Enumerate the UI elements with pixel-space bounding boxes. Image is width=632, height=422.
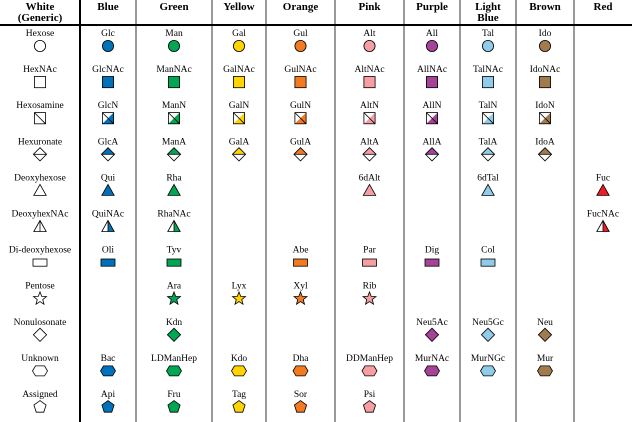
- monosaccharide-glca: [98, 137, 119, 161]
- monosaccharide-label: Kdo: [230, 353, 248, 364]
- purple-divided-diamond-icon: [425, 148, 438, 161]
- row-type-label: Di-deoxyhexose: [8, 245, 72, 256]
- brown-diamond-icon: [538, 328, 551, 341]
- yellow-crossed-square-icon: [233, 113, 244, 124]
- monosaccharide-ddmanhep: [346, 354, 393, 376]
- blue-square-icon: [102, 77, 113, 88]
- generic-crossed-square-icon: [34, 113, 45, 124]
- monosaccharide-label: Col: [481, 245, 495, 256]
- monosaccharide-fucnac: [587, 210, 619, 232]
- monosaccharide-oli: [101, 246, 115, 267]
- blue-crossed-square-icon: [102, 113, 113, 124]
- column-header-blue: Blue: [97, 1, 119, 13]
- monosaccharide-label: Neu5Gc: [472, 317, 504, 328]
- brown-crossed-square-icon: [539, 113, 550, 124]
- light-blue-circle-icon: [482, 40, 493, 51]
- row-type-label: Hexuronate: [17, 137, 63, 148]
- monosaccharide-taln: [479, 101, 498, 124]
- monosaccharide-xyl: [293, 282, 308, 305]
- brown-square-icon: [539, 77, 550, 88]
- light-blue-flat-rectangle-icon: [481, 259, 495, 266]
- monosaccharide-label: Fru: [167, 390, 181, 400]
- monosaccharide-sor: [294, 390, 308, 412]
- column-header-red: Red: [593, 1, 613, 13]
- monosaccharide-label: GulN: [289, 101, 312, 112]
- monosaccharide-label: Kdn: [165, 317, 183, 328]
- monosaccharide-label: AltA: [360, 137, 379, 148]
- monosaccharide-label: Tag: [231, 390, 247, 400]
- green-flat-rectangle-icon: [167, 259, 181, 266]
- purple-crossed-square-icon: [426, 113, 437, 124]
- orange-star-icon: [294, 292, 307, 304]
- monosaccharide-label: FucNAc: [586, 209, 620, 220]
- generic-flat-hexagon-icon: [33, 366, 48, 376]
- monosaccharide-label: Par: [363, 245, 376, 256]
- monosaccharide-api: [101, 390, 116, 412]
- monosaccharide-label: Abe: [292, 245, 309, 256]
- yellow-square-icon: [233, 77, 244, 88]
- yellow-flat-hexagon-icon: [232, 366, 247, 376]
- monosaccharide-idoa: [535, 137, 555, 161]
- monosaccharide-label: GlcNAc: [92, 65, 124, 76]
- monosaccharide-qui: [101, 173, 116, 195]
- row-nonulosonate: [14, 318, 554, 342]
- monosaccharide-rha: [166, 173, 182, 195]
- blue-divided-triangle-icon: [102, 221, 114, 232]
- monosaccharide-label: AllN: [422, 101, 442, 112]
- generic-divided-diamond-icon: [33, 148, 46, 161]
- monosaccharide-label: GlcN: [97, 101, 119, 112]
- monosaccharide-label: Qui: [100, 173, 116, 184]
- monosaccharide-mana: [162, 137, 186, 161]
- purple-flat-hexagon-icon: [425, 366, 440, 376]
- row-assigned: [22, 390, 375, 412]
- row-unknown: [21, 354, 554, 376]
- monosaccharide-glc: [101, 29, 115, 52]
- monosaccharide-ara: [167, 282, 182, 305]
- light-blue-triangle-icon: [482, 184, 494, 195]
- blue-divided-diamond-icon: [101, 148, 114, 161]
- monosaccharide-neu5ac: [416, 318, 448, 342]
- pink-star-icon: [363, 292, 376, 304]
- monosaccharide-alla: [423, 137, 442, 161]
- blue-flat-hexagon-icon: [101, 366, 116, 376]
- monosaccharide-all: [426, 29, 439, 52]
- monosaccharide-label: Oli: [101, 245, 115, 256]
- monosaccharide-label: Rha: [166, 173, 182, 184]
- monosaccharide-psi: [363, 390, 375, 412]
- green-divided-diamond-icon: [167, 148, 180, 161]
- purple-circle-icon: [426, 40, 437, 51]
- monosaccharide-label: IdoA: [535, 137, 555, 148]
- yellow-pentagon-icon: [233, 401, 245, 413]
- monosaccharide-label: Alt: [363, 29, 376, 39]
- column-header-orange: Orange: [282, 1, 319, 13]
- orange-flat-hexagon-icon: [293, 366, 308, 376]
- light-blue-crossed-square-icon: [482, 113, 493, 124]
- monosaccharide-label: AltN: [360, 101, 379, 112]
- monosaccharide-label: MurNAc: [414, 353, 450, 364]
- pink-triangle-icon: [363, 184, 375, 195]
- monosaccharide-idonac: [530, 65, 561, 88]
- brown-divided-diamond-icon: [538, 148, 551, 161]
- monosaccharide-label: Bac: [100, 353, 116, 364]
- purple-diamond-icon: [425, 328, 438, 341]
- green-crossed-square-icon: [168, 113, 179, 124]
- monosaccharide-label: Tal: [482, 29, 494, 39]
- monosaccharide-dha: [293, 354, 310, 376]
- green-flat-hexagon-icon: [167, 366, 182, 376]
- monosaccharide-glcn: [98, 101, 119, 124]
- monosaccharide-label: TalNAc: [473, 65, 503, 76]
- row-hexnac: [23, 65, 560, 88]
- monosaccharide-label: Gul: [293, 29, 308, 39]
- monosaccharide-ido: [539, 29, 552, 52]
- column-header-pink: Pink: [358, 1, 381, 13]
- monosaccharide-label: Neu5Ac: [416, 317, 448, 328]
- row-type-label: Nonulosonate: [13, 317, 67, 328]
- column-headers: [18, 1, 613, 24]
- row-deoxyhexnac: [12, 210, 620, 232]
- monosaccharide-ldmanhep: [151, 354, 197, 376]
- light-blue-flat-hexagon-icon: [481, 366, 496, 376]
- monosaccharide-rib: [363, 282, 377, 305]
- monosaccharide-gal: [232, 29, 246, 52]
- monosaccharide-label: GalNAc: [223, 65, 255, 76]
- pink-pentagon-icon: [363, 401, 375, 413]
- brown-circle-icon: [539, 40, 550, 51]
- generic-circle-icon: [34, 40, 45, 51]
- light-blue-square-icon: [482, 77, 493, 88]
- monosaccharide-neu5gc: [472, 318, 504, 342]
- generic-divided-triangle-icon: [34, 221, 46, 232]
- monosaccharide-label: AltNAc: [354, 65, 385, 76]
- generic-square-icon: [34, 77, 45, 88]
- monosaccharide-mann: [162, 101, 186, 124]
- orange-crossed-square-icon: [295, 113, 306, 124]
- red-triangle-icon: [597, 184, 609, 195]
- monosaccharide-guln: [290, 101, 311, 124]
- monosaccharide-allnac: [417, 65, 447, 88]
- monosaccharide-label: GulNAc: [284, 65, 317, 76]
- monosaccharide-label: Dig: [424, 245, 440, 256]
- monosaccharide-gula: [290, 137, 311, 161]
- orange-flat-rectangle-icon: [294, 259, 308, 266]
- monosaccharide-label: ManA: [161, 137, 187, 148]
- generic-pentagon-icon: [34, 401, 46, 413]
- yellow-star-icon: [233, 292, 246, 304]
- monosaccharide-neu: [537, 318, 553, 342]
- pink-flat-rectangle-icon: [363, 259, 377, 266]
- monosaccharide-label: MurNGc: [470, 353, 506, 364]
- monosaccharide-label: Neu: [537, 317, 553, 328]
- monosaccharide-fuc: [596, 173, 610, 195]
- monosaccharide-tag: [232, 390, 246, 412]
- monosaccharide-talnac: [473, 65, 503, 88]
- monosaccharide-label: GalA: [228, 137, 250, 148]
- monosaccharide-mannac: [156, 65, 191, 88]
- monosaccharide-label: Mur: [536, 353, 554, 364]
- monosaccharide-label: ManN: [161, 101, 187, 112]
- monosaccharide-label: Ara: [166, 281, 182, 292]
- monosaccharide-label: AllA: [422, 137, 442, 148]
- row-hexose: [26, 29, 552, 52]
- generic-triangle-icon: [34, 184, 46, 195]
- monosaccharide-altnac: [354, 65, 384, 88]
- blue-circle-icon: [102, 40, 113, 51]
- green-circle-icon: [168, 40, 179, 51]
- monosaccharide-alta: [360, 137, 379, 161]
- monosaccharide-glcnac: [92, 65, 124, 88]
- monosaccharide-bac: [101, 354, 116, 376]
- row-type-label: Deoxyhexose: [14, 173, 66, 184]
- generic-diamond-icon: [33, 328, 46, 341]
- monosaccharide-tyv: [167, 246, 182, 267]
- row-type-label: DeoxyhexNAc: [11, 209, 69, 220]
- monosaccharide-label: Gal: [232, 29, 246, 39]
- monosaccharide-label: Fuc: [595, 173, 611, 184]
- monosaccharide-label: LDManHep: [151, 353, 197, 364]
- orange-divided-diamond-icon: [294, 148, 307, 161]
- monosaccharide-label: Sor: [293, 390, 308, 400]
- pink-square-icon: [364, 77, 375, 88]
- light-blue-diamond-icon: [481, 328, 494, 341]
- monosaccharide-label: DDManHep: [346, 353, 393, 364]
- yellow-divided-diamond-icon: [232, 148, 245, 161]
- pink-circle-icon: [364, 40, 375, 51]
- monosaccharide-kdo: [231, 354, 248, 376]
- orange-circle-icon: [295, 40, 306, 51]
- monosaccharide-label: AllNAc: [416, 65, 448, 76]
- monosaccharide-label: ManNAc: [156, 65, 192, 76]
- light-blue-divided-diamond-icon: [481, 148, 494, 161]
- generic-star-icon: [34, 292, 47, 304]
- monosaccharide-label: Lyx: [231, 281, 247, 292]
- monosaccharide-par: [363, 246, 377, 267]
- monosaccharide-kdn: [166, 318, 183, 342]
- monosaccharide-label: GlcA: [97, 137, 119, 148]
- monosaccharide-label: Api: [100, 390, 116, 400]
- monosaccharide-idon: [535, 101, 555, 124]
- monosaccharide-label: Ido: [538, 29, 552, 39]
- row-type-label: Hexosamine: [16, 101, 64, 112]
- green-divided-triangle-icon: [168, 221, 180, 232]
- monosaccharide-altn: [360, 101, 379, 124]
- monosaccharide-gulnac: [284, 65, 316, 88]
- column-header-brown: Brown: [529, 1, 561, 13]
- row-type-label: Unknown: [21, 353, 59, 364]
- row-deoxyhexose: [14, 173, 610, 195]
- green-triangle-icon: [168, 184, 180, 195]
- monosaccharide-man: [165, 29, 183, 52]
- monosaccharide-dig: [425, 246, 440, 267]
- column-header-green: Green: [159, 1, 189, 13]
- monosaccharide-label: Tyv: [166, 245, 182, 256]
- column-header-light-blue: Light Blue: [475, 1, 501, 24]
- monosaccharide-fru: [167, 390, 180, 412]
- monosaccharide-label: Xyl: [293, 281, 308, 292]
- monosaccharide-label: Rib: [362, 281, 377, 292]
- row-type-label: Pentose: [25, 281, 55, 292]
- pink-crossed-square-icon: [364, 113, 375, 124]
- blue-flat-rectangle-icon: [101, 259, 115, 266]
- purple-square-icon: [426, 77, 437, 88]
- monosaccharide-galnac: [223, 65, 255, 88]
- row-type-label: Assigned: [22, 390, 58, 400]
- green-diamond-icon: [167, 328, 180, 341]
- row-type-label: Hexose: [25, 29, 55, 39]
- row-type-label: HexNAc: [23, 65, 57, 76]
- monosaccharide-tal: [482, 29, 494, 52]
- green-star-icon: [168, 292, 181, 304]
- column-header-yellow: Yellow: [223, 1, 255, 13]
- column-header-purple: Purple: [416, 1, 448, 13]
- monosaccharide-col: [481, 246, 495, 267]
- orange-pentagon-icon: [294, 401, 306, 413]
- monosaccharide-6dalt: [359, 173, 381, 195]
- monosaccharide-label: Glc: [101, 29, 115, 39]
- monosaccharide-rhanac: [157, 210, 190, 232]
- purple-flat-rectangle-icon: [425, 259, 439, 266]
- monosaccharide-label: IdoN: [535, 101, 555, 112]
- monosaccharide-6dtal: [477, 173, 499, 195]
- monosaccharide-label: GalN: [228, 101, 250, 112]
- monosaccharide-alln: [423, 101, 442, 124]
- monosaccharide-label: 6dTal: [477, 173, 499, 184]
- monosaccharide-label: Psi: [363, 390, 376, 400]
- monosaccharide-lyx: [232, 282, 247, 305]
- row-pentose: [25, 282, 376, 305]
- monosaccharide-label: Dha: [292, 353, 309, 364]
- row-hexosamine: [16, 101, 555, 124]
- monosaccharide-label: GulA: [289, 137, 312, 148]
- monosaccharide-label: IdoNAc: [529, 65, 561, 76]
- orange-square-icon: [295, 77, 306, 88]
- green-square-icon: [168, 77, 179, 88]
- monosaccharide-alt: [363, 29, 376, 52]
- monosaccharide-abe: [293, 246, 309, 267]
- table-body: [9, 29, 619, 412]
- monosaccharide-label: RhaNAc: [157, 209, 191, 220]
- monosaccharide-label: TalN: [478, 101, 498, 112]
- monosaccharide-murngc: [471, 354, 505, 376]
- pink-divided-diamond-icon: [363, 148, 376, 161]
- monosaccharide-gala: [229, 137, 250, 161]
- yellow-circle-icon: [233, 40, 244, 51]
- monosaccharide-quinac: [92, 210, 124, 232]
- monosaccharide-label: 6dAlt: [358, 173, 381, 184]
- monosaccharide-galn: [229, 101, 250, 124]
- monosaccharide-label: Man: [165, 29, 183, 39]
- monosaccharide-mur: [537, 354, 554, 376]
- blue-pentagon-icon: [102, 401, 114, 413]
- red-divided-triangle-icon: [597, 221, 609, 232]
- monosaccharide-murnac: [415, 354, 449, 376]
- column-header-white-generic: White (Generic): [17, 1, 63, 24]
- green-pentagon-icon: [168, 401, 180, 413]
- monosaccharide-label: TalA: [478, 137, 498, 148]
- row-di-deoxyhexose: [9, 246, 495, 267]
- blue-triangle-icon: [102, 184, 114, 195]
- monosaccharide-label: QuiNAc: [91, 209, 125, 220]
- generic-flat-rectangle-icon: [33, 259, 47, 266]
- monosaccharide-gul: [293, 29, 308, 52]
- monosaccharide-tala: [479, 137, 498, 161]
- brown-flat-hexagon-icon: [538, 366, 553, 376]
- row-hexuronate: [18, 137, 555, 161]
- pink-flat-hexagon-icon: [362, 366, 377, 376]
- monosaccharide-label: All: [425, 29, 439, 39]
